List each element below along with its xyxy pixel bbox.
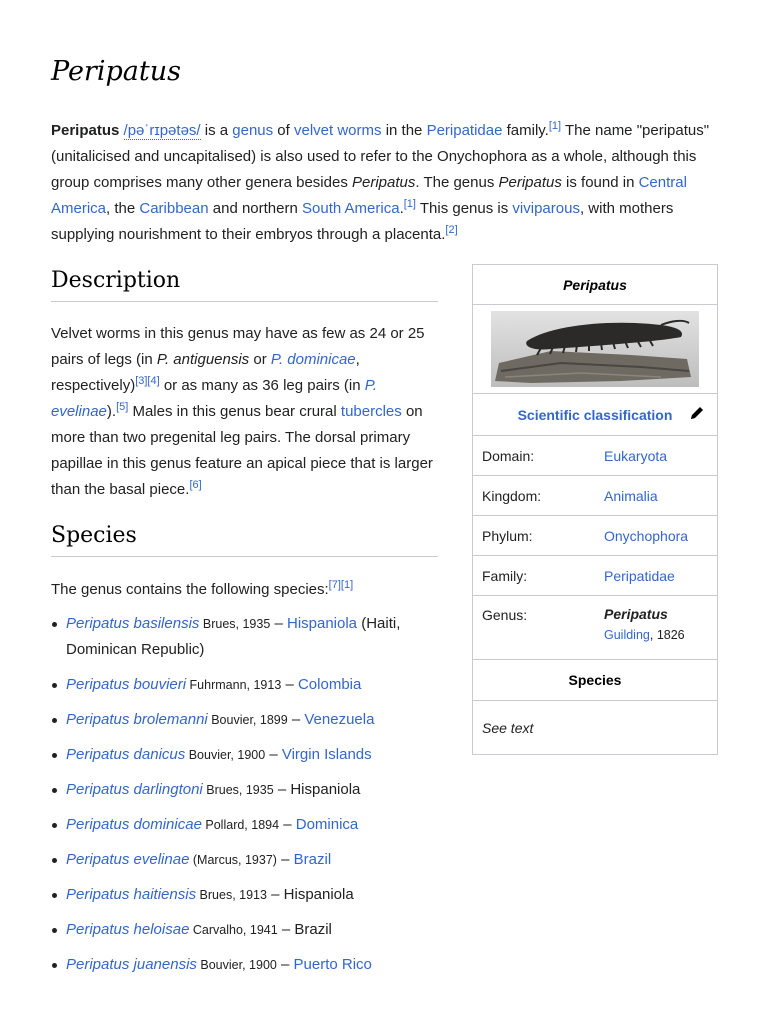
species-list-item xyxy=(66,812,446,838)
lead-paragraph: Peripatus /pəˈrɪpətəs/ is a genus of velvet worms in the Peripatidae family.[1] The name "peripatus" (unitalicised and uncapitalised) is also used to refer to the Onychophora as a whole, although this group comprises many other genera besides Peripatus. The genus Peripatus is found in Central America, the Caribbean and northern South America.[1] This genus is viviparous, with mothers supplying nourishment to their embryos through a placenta.[2] xyxy=(51,120,710,243)
taxobox-row-genus xyxy=(473,596,717,660)
p-evelinae-link[interactable]: P. evelinae xyxy=(51,377,378,420)
tubercles-link[interactable]: tubercles xyxy=(340,403,402,420)
species-dash: – xyxy=(273,781,291,798)
species-heading: Species xyxy=(51,523,438,557)
animalia-link[interactable]: Animalia xyxy=(604,487,658,504)
description-heading: Description xyxy=(51,268,438,302)
species-list-item xyxy=(66,882,446,908)
taxobox-label: Domain: xyxy=(482,447,535,464)
taxobox-label: Kingdom: xyxy=(482,487,542,504)
species-authority: Pollard, 1894 xyxy=(201,818,280,832)
scientific-classification-header[interactable] xyxy=(473,394,717,436)
species-name-link[interactable]: Peripatus juanensis xyxy=(66,956,197,973)
velvet-worms-link[interactable]: velvet worms xyxy=(294,122,382,139)
eukaryota-link[interactable]: Eukaryota xyxy=(604,447,668,464)
specimen-image[interactable] xyxy=(473,305,717,394)
scientific-classification-link[interactable]: Scientific classification xyxy=(517,406,673,423)
peripatidae-taxobox-link[interactable]: Peripatidae xyxy=(604,567,675,584)
species-authority: Bouvier, 1899 xyxy=(207,713,288,727)
pencil-icon[interactable] xyxy=(689,405,705,424)
species-name-link[interactable]: Peripatus heloisae xyxy=(66,921,190,938)
species-location-link[interactable]: Brazil xyxy=(293,851,332,868)
species-name-link[interactable]: Peripatus bouvieri xyxy=(66,676,187,693)
taxobox-row-family xyxy=(473,556,717,596)
ref-link[interactable]: [7][1] xyxy=(328,579,354,591)
south-america-link[interactable]: South America xyxy=(302,200,400,217)
ref-link[interactable]: [2] xyxy=(445,224,458,236)
ref-link[interactable]: [1] xyxy=(403,198,416,210)
genus-name: Peripatus xyxy=(604,606,668,622)
taxobox xyxy=(472,264,718,755)
genus-authority: Guilding, 1826 xyxy=(604,628,685,642)
species-list-item xyxy=(66,917,446,943)
species-list-item xyxy=(66,952,446,978)
species-dash: – xyxy=(270,615,287,632)
species-dash: – xyxy=(276,851,294,868)
species-location-link[interactable]: Colombia xyxy=(297,676,362,693)
species-dash: – xyxy=(279,816,296,833)
ref-link[interactable]: [1] xyxy=(548,120,562,132)
species-list-item xyxy=(66,611,446,663)
species-location-link[interactable]: Hispaniola xyxy=(286,615,358,632)
ipa-pronunciation-link[interactable]: /pəˈrɪpətəs/ xyxy=(123,122,201,139)
species-dash: – xyxy=(266,886,284,903)
caribbean-link[interactable]: Caribbean xyxy=(139,200,209,217)
guilding-link[interactable]: Guilding xyxy=(604,628,650,642)
species-authority: Brues, 1913 xyxy=(196,888,267,902)
species-intro: The genus contains the following species:[7][1] xyxy=(51,579,354,598)
species-list-item xyxy=(66,847,446,873)
viviparous-link[interactable]: viviparous xyxy=(512,200,580,217)
species-name-link[interactable]: Peripatus brolemanni xyxy=(66,711,208,728)
taxobox-species-heading: Species xyxy=(473,660,717,701)
description-paragraph: Velvet worms in this genus may have as few as 24 or 25 pairs of legs (in P. antiguensis or P. dominicae, respectively)[3][4] or as many as 36 leg pairs (in P. evelinae).[5] Males in this genus bear crural tubercles on more than two pregenital leg pairs. The dorsal primary papillae in this genus feature an apical piece that is larger than the basal piece.[6] xyxy=(51,325,433,498)
species-list-item xyxy=(66,707,446,733)
species-list-item xyxy=(66,672,446,698)
species-authority: Carvalho, 1941 xyxy=(189,923,278,937)
species-location-link[interactable]: Dominica xyxy=(295,816,359,833)
species-location: Brazil xyxy=(294,921,332,938)
species-location: Hispaniola xyxy=(283,886,354,903)
species-authority: (Marcus, 1937) xyxy=(189,853,277,867)
species-location: Hispaniola xyxy=(290,781,361,798)
species-authority: Bouvier, 1900 xyxy=(185,748,266,762)
taxobox-title: Peripatus xyxy=(473,265,717,305)
species-list-item xyxy=(66,777,446,803)
lead-bold-name: Peripatus xyxy=(51,122,120,139)
taxobox-label: Family: xyxy=(482,567,528,584)
species-dash: – xyxy=(276,956,294,973)
species-authority: Fuhrmann, 1913 xyxy=(186,678,282,692)
species-name-link[interactable]: Peripatus basilensis xyxy=(66,615,200,632)
species-authority: Brues, 1935 xyxy=(199,617,271,631)
species-location-link[interactable]: Venezuela xyxy=(304,711,375,728)
taxobox-label: Phylum: xyxy=(482,527,533,544)
species-name-link[interactable]: Peripatus dominicae xyxy=(66,816,202,833)
onychophora-link[interactable]: Onychophora xyxy=(604,527,689,544)
species-name-link[interactable]: Peripatus evelinae xyxy=(66,851,190,868)
central-america-link[interactable]: Central America xyxy=(51,174,687,217)
species-authority: Bouvier, 1900 xyxy=(196,958,277,972)
page-title: Peripatus xyxy=(51,56,181,87)
species-dash: – xyxy=(287,711,305,728)
species-dash: – xyxy=(277,921,295,938)
p-dominicae-link[interactable]: P. dominicae xyxy=(270,351,356,368)
taxobox-row-kingdom xyxy=(473,476,717,516)
species-list-item xyxy=(66,742,446,768)
species-name-link[interactable]: Peripatus darlingtoni xyxy=(66,781,203,798)
species-location-link[interactable]: Virgin Islands xyxy=(281,746,372,763)
ref-link[interactable]: [3][4] xyxy=(135,375,160,387)
species-dash: – xyxy=(265,746,282,763)
taxobox-row-phylum xyxy=(473,516,717,556)
ref-link[interactable]: [6] xyxy=(189,479,202,491)
species-name-link[interactable]: Peripatus danicus xyxy=(66,746,186,763)
peripatidae-link[interactable]: Peripatidae xyxy=(426,122,503,139)
velvet-worm-photo xyxy=(491,311,699,387)
taxobox-label: Genus: xyxy=(482,607,528,623)
species-list xyxy=(66,611,446,987)
genus-link[interactable]: genus xyxy=(232,122,274,139)
species-location-detail: (Haiti, Dominican Republic) xyxy=(66,615,401,658)
taxobox-row-domain xyxy=(473,436,717,476)
species-name-link[interactable]: Peripatus haitiensis xyxy=(66,886,197,903)
genus-value xyxy=(604,596,685,642)
ref-link[interactable]: [5] xyxy=(116,401,129,413)
species-authority: Brues, 1935 xyxy=(202,783,274,797)
species-dash: – xyxy=(281,676,298,693)
taxobox-see-text: See text xyxy=(482,719,534,736)
species-location-link[interactable]: Puerto Rico xyxy=(293,956,372,973)
